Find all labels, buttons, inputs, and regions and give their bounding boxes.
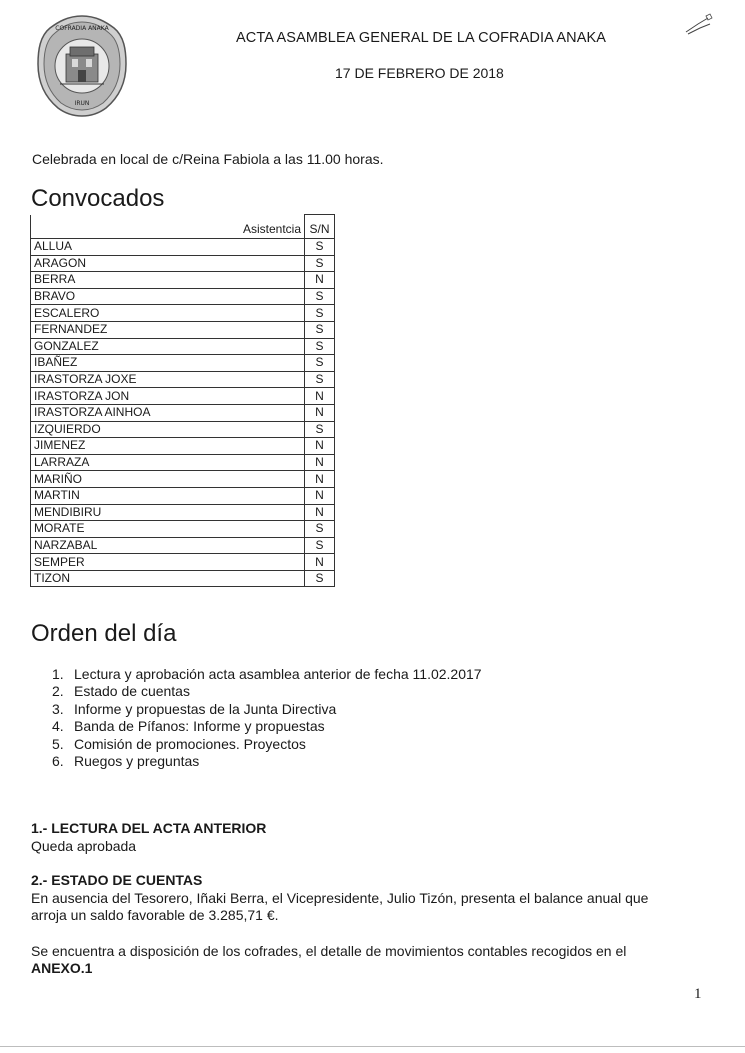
annex-reference: ANEXO.1 — [31, 960, 93, 976]
table-row — [31, 504, 335, 521]
section-1-title: 1.- LECTURA DEL ACTA ANTERIOR — [31, 820, 267, 836]
attendance-sn: S — [305, 570, 335, 587]
cofradia-seal-logo — [36, 14, 128, 118]
list-item — [52, 736, 482, 753]
section-2-text-line: Se encuentra a disposición de los cofrades, el detalle de movimientos contables recogidos en el — [31, 943, 627, 959]
member-name: IZQUIERDO — [31, 421, 305, 438]
convocados-heading: Convocados — [31, 185, 165, 212]
agenda-item-number: 6. — [52, 752, 64, 769]
table-row — [31, 537, 335, 554]
document-date: 17 DE FEBRERO DE 2018 — [335, 65, 504, 81]
member-name: JIMENEZ — [31, 438, 305, 455]
member-name: GONZALEZ — [31, 338, 305, 355]
table-row — [31, 305, 335, 322]
attendance-sn: N — [305, 454, 335, 471]
table-row — [31, 471, 335, 488]
table-row — [31, 454, 335, 471]
page-number: 1 — [694, 986, 702, 1002]
agenda-item-text: Banda de Pífanos: Informe y propuestas — [74, 718, 325, 735]
member-name: MARIÑO — [31, 471, 305, 488]
member-name: IRASTORZA JON — [31, 388, 305, 405]
agenda-item-number: 2. — [52, 683, 64, 700]
member-name: IRASTORZA JOXE — [31, 371, 305, 388]
member-name: MENDIBIRU — [31, 504, 305, 521]
section-1-text: Queda aprobada — [31, 838, 137, 854]
svg-text:IRUN: IRUN — [74, 100, 90, 107]
table-row — [31, 421, 335, 438]
attendance-sn: N — [305, 504, 335, 521]
table-row — [31, 255, 335, 272]
section-2-text-line: En ausencia del Tesorero, Iñaki Berra, el Vicepresidente, Julio Tizón, presenta el balance anual que — [31, 890, 649, 906]
list-item — [52, 666, 482, 683]
agenda-list — [52, 666, 482, 770]
member-name: FERNANDEZ — [31, 321, 305, 338]
agenda-item-number: 4. — [52, 718, 64, 735]
member-name: LARRAZA — [31, 454, 305, 471]
attendance-sn: S — [305, 288, 335, 305]
attendance-sn: N — [305, 438, 335, 455]
page-edge-line — [0, 1046, 745, 1047]
section-2-title: 2.- ESTADO DE CUENTAS — [31, 872, 203, 888]
member-name: MARTIN — [31, 487, 305, 504]
attendance-header-row — [31, 215, 335, 239]
table-row — [31, 288, 335, 305]
table-row — [31, 338, 335, 355]
member-name: MORATE — [31, 521, 305, 538]
svg-text:COFRADIA ANAKA: COFRADIA ANAKA — [55, 25, 109, 32]
attendance-sn: S — [305, 239, 335, 256]
agenda-item-number: 3. — [52, 700, 64, 717]
member-name: ARAGON — [31, 255, 305, 272]
section-2-text-line: arroja un saldo favorable de 3.285,71 €. — [31, 907, 279, 923]
table-row — [31, 321, 335, 338]
member-name: SEMPER — [31, 554, 305, 571]
member-name: BERRA — [31, 272, 305, 289]
attendance-table — [30, 214, 334, 587]
sn-column-label: S/N — [305, 215, 335, 239]
member-name: NARZABAL — [31, 537, 305, 554]
venue-text: Celebrada en local de c/Reina Fabiola a las 11.00 horas. — [32, 151, 384, 167]
attendance-sn: S — [305, 537, 335, 554]
member-name: TIZON — [31, 570, 305, 587]
member-name: IBAÑEZ — [31, 355, 305, 372]
table-row — [31, 388, 335, 405]
agenda-item-text: Informe y propuestas de la Junta Directiva — [74, 700, 337, 717]
pen-mark-icon — [684, 12, 714, 38]
attendance-sn: N — [305, 404, 335, 421]
member-name: BRAVO — [31, 288, 305, 305]
agenda-item-text: Ruegos y preguntas — [74, 752, 200, 769]
agenda-item-text: Lectura y aprobación acta asamblea anterior de fecha 11.02.2017 — [74, 666, 482, 682]
document-title: ACTA ASAMBLEA GENERAL DE LA COFRADIA ANAKA — [236, 30, 607, 46]
attendance-sn: S — [305, 321, 335, 338]
table-row — [31, 554, 335, 571]
member-name: ESCALERO — [31, 305, 305, 322]
table-row — [31, 570, 335, 587]
orden-del-dia-heading: Orden del día — [31, 620, 177, 647]
attendance-sn: N — [305, 471, 335, 488]
attendance-column-label: Asistentcia — [31, 215, 305, 239]
attendance-sn: S — [305, 305, 335, 322]
attendance-sn: S — [305, 371, 335, 388]
agenda-item-number: 1. — [52, 666, 64, 682]
agenda-item-number: 5. — [52, 735, 64, 752]
table-row — [31, 438, 335, 455]
table-row — [31, 487, 335, 504]
attendance-sn: S — [305, 255, 335, 272]
table-row — [31, 239, 335, 256]
attendance-sn: S — [305, 355, 335, 372]
table-row — [31, 404, 335, 421]
agenda-item-text: Estado de cuentas — [74, 683, 190, 700]
list-item — [52, 753, 482, 770]
attendance-sn: S — [305, 338, 335, 355]
attendance-sn: N — [305, 272, 335, 289]
attendance-sn: S — [305, 521, 335, 538]
attendance-sn: N — [305, 554, 335, 571]
agenda-item-text: Comisión de promociones. Proyectos — [74, 735, 306, 752]
table-row — [31, 272, 335, 289]
attendance-sn: S — [305, 421, 335, 438]
attendance-sn: N — [305, 487, 335, 504]
list-item — [52, 683, 482, 700]
table-row — [31, 521, 335, 538]
list-item — [52, 701, 482, 718]
list-item — [52, 718, 482, 735]
attendance-sn: N — [305, 388, 335, 405]
table-row — [31, 355, 335, 372]
member-name: IRASTORZA AINHOA — [31, 404, 305, 421]
member-name: ALLUA — [31, 239, 305, 256]
table-row — [31, 371, 335, 388]
